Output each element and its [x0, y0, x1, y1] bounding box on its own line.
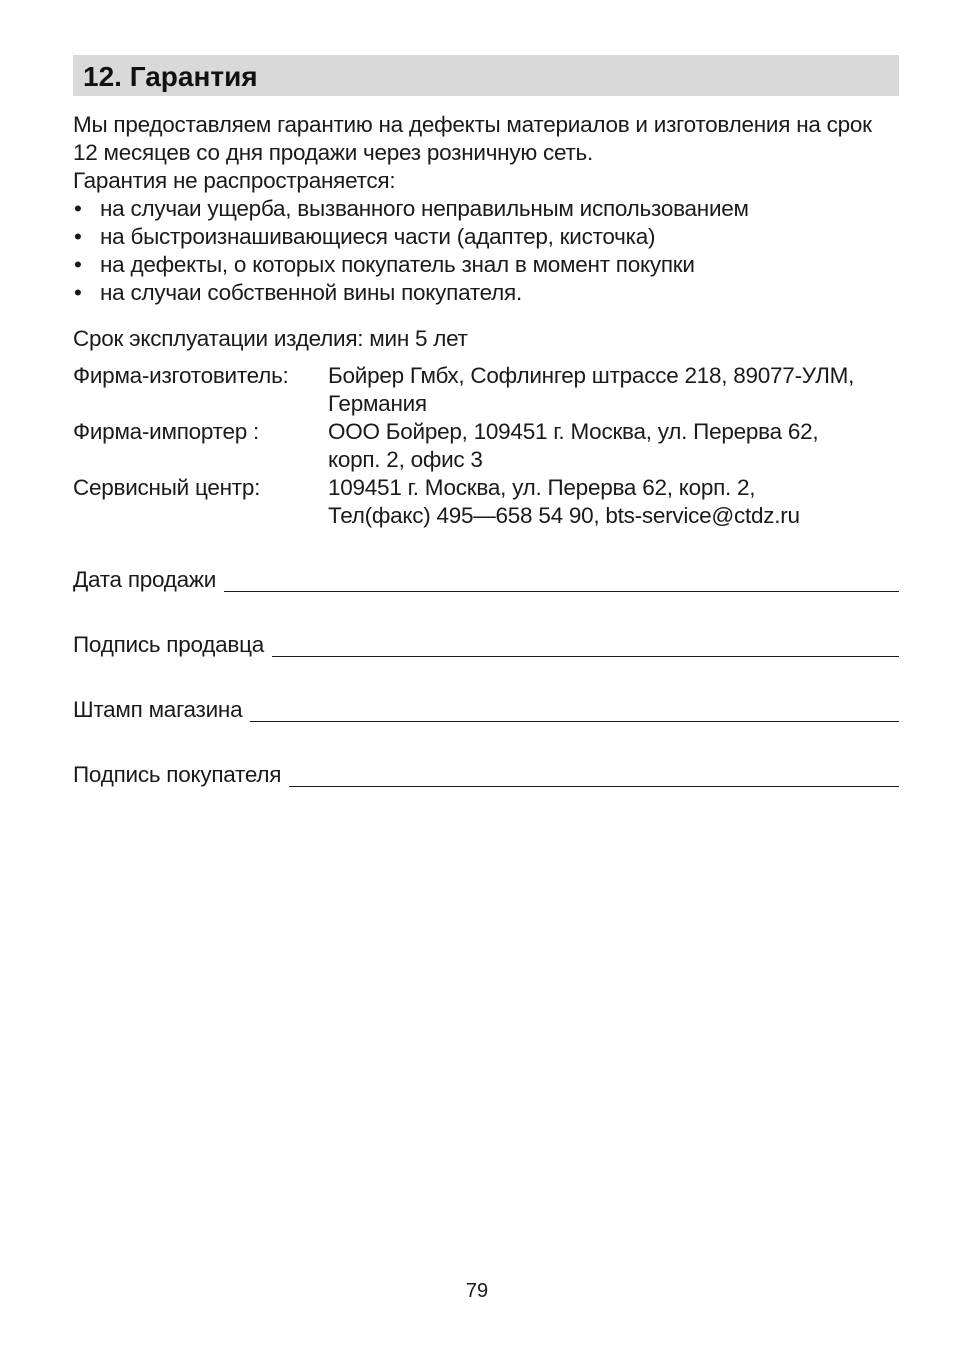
bullet-icon: •: [74, 224, 82, 249]
service-center-value-line-2: Тел(факс) 495—658 54 90, bts-service@ctdz.ru: [328, 503, 800, 528]
warranty-page: [73, 55, 899, 819]
bullet-icon: •: [74, 280, 82, 305]
shop-stamp-line: [250, 720, 899, 722]
seller-signature-label: Подпись продавца: [73, 632, 265, 657]
shop-stamp-row: [73, 689, 899, 724]
shop-stamp-label: Штамп магазина: [73, 697, 243, 722]
importer-label: Фирма-импортер :: [73, 419, 259, 444]
list-item-text: на случаи ущерба, вызванного неправильным использованием: [100, 196, 749, 221]
manufacturer-label: Фирма-изготовитель:: [73, 363, 289, 388]
list-item: [73, 223, 899, 251]
list-item-text: на дефекты, о которых покупатель знал в момент покупки: [100, 252, 695, 277]
buyer-signature-line: [289, 785, 899, 787]
list-item: [73, 251, 899, 279]
service-center-value-line-1: 109451 г. Москва, ул. Перерва 62, корп. 2,: [328, 475, 756, 500]
importer-value: [328, 418, 899, 474]
list-item: [73, 195, 899, 223]
importer-value-line-1: ООО Бойрер, 109451 г. Москва, ул. Перерва 62,: [328, 419, 819, 444]
list-item-text: на случаи собственной вины покупателя.: [100, 280, 522, 305]
exclusions-list: [73, 195, 899, 307]
importer-value-line-2: корп. 2, офис 3: [328, 447, 483, 472]
sale-date-row: [73, 559, 899, 594]
sale-date-line: [224, 590, 899, 592]
seller-signature-line: [272, 655, 899, 657]
signature-block: [73, 559, 899, 789]
service-center-label: Сервисный центр:: [73, 475, 261, 500]
seller-signature-row: [73, 624, 899, 659]
manufacturer-value-line-1: Бойрер Гмбх, Софлингер штрассе 218, 89077-УЛМ,: [328, 363, 855, 388]
buyer-signature-label: Подпись покупателя: [73, 762, 282, 787]
intro-line-1: Мы предоставляем гарантию на дефекты материалов и изготовления на срок: [73, 112, 872, 137]
sale-date-label: Дата продажи: [73, 567, 217, 592]
intro-line-3: Гарантия не распространяется:: [73, 168, 396, 193]
list-item-text: на быстроизнашивающиеся части (адаптер, кисточка): [100, 224, 656, 249]
service-center-value: [328, 474, 899, 530]
manufacturer-value-line-2: Германия: [328, 391, 427, 416]
page-number: 79: [465, 1280, 489, 1302]
manufacturer-value: [328, 362, 899, 418]
bullet-icon: •: [74, 196, 82, 221]
buyer-signature-row: [73, 754, 899, 789]
section-heading: 12. Гарантия: [73, 55, 899, 96]
intro-line-2: 12 месяцев со дня продажи через розничную сеть.: [73, 140, 594, 165]
service-lifetime: Срок эксплуатации изделия: мин 5 лет: [73, 326, 468, 351]
warranty-intro: [73, 111, 899, 195]
bullet-icon: •: [74, 252, 82, 277]
company-info-table: [73, 362, 899, 530]
list-item: [73, 279, 899, 307]
